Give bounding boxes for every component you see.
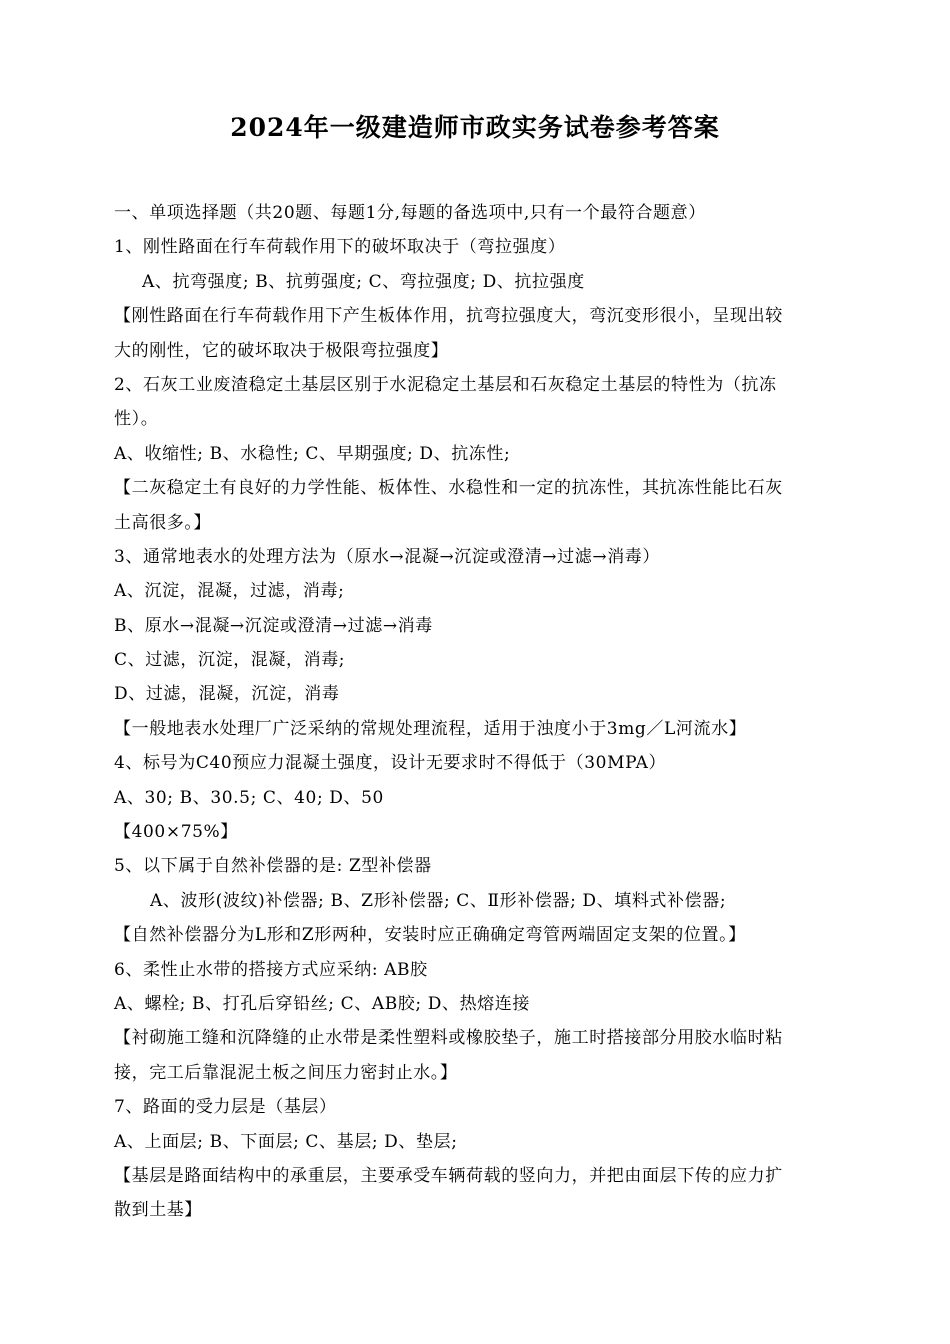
question-6-options: A、螺栓; B、打孔后穿铅丝; C、AB胶; D、热熔连接: [114, 993, 530, 1014]
question-2: 2、石灰工业废渣稳定土基层区别于水泥稳定土基层和石灰稳定土基层的特性为（抗冻: [114, 374, 777, 395]
question-7: 7、路面的受力层是（基层）: [114, 1097, 337, 1118]
question-3-option-a: A、沉淀，混凝，过滤，消毒;: [114, 581, 345, 602]
question-6: 6、柔性止水带的搭接方式应采纳: AB胶: [114, 959, 428, 980]
page-title: 2024年一级建造师市政实务试卷参考答案: [230, 113, 720, 142]
question-7-explanation-line-2: 散到土基】: [114, 1200, 202, 1221]
document-body: [114, 196, 860, 1228]
question-3-option-c: C、过滤，沉淀，混凝，消毒;: [114, 650, 346, 671]
question-3: 3、通常地表水的处理方法为（原水→混凝→沉淀或澄清→过滤→消毒）: [114, 546, 660, 567]
question-6-explanation-line-2: 接，完工后靠混泥土板之间压力密封止水。】: [114, 1062, 458, 1083]
question-5-options: A、波形(波纹)补偿器; B、Z形补偿器; C、Ⅱ形补偿器; D、填料式补偿器;: [150, 890, 727, 911]
question-1-explanation-line-1: 【刚性路面在行车荷载作用下产生板体作用，抗弯拉强度大，弯沉变形很小，呈现出较: [114, 306, 783, 327]
question-5: 5、以下属于自然补偿器的是: Z型补偿器: [114, 856, 432, 877]
question-3-option-b: B、原水→混凝→沉淀或澄清→过滤→消毒: [114, 615, 433, 636]
question-1-explanation-line-2: 大的刚性，它的破坏取决于极限弯拉强度】: [114, 340, 449, 361]
question-4-options: A、30; B、30.5; C、40; D、50: [114, 787, 384, 808]
question-5-explanation: 【自然补偿器分为L形和Z形两种，安装时应正确确定弯管两端固定支架的位置。】: [114, 925, 746, 946]
question-2-explanation-line-2: 土高很多。】: [114, 512, 212, 533]
section-heading: 一、单项选择题（共20题、每题1分,每题的备选项中,只有一个最符合题意）: [114, 203, 706, 223]
question-2-explanation-line-1: 【二灰稳定土有良好的力学性能、板体性、水稳性和一定的抗冻性，其抗冻性能比石灰: [114, 478, 783, 499]
question-3-explanation: 【一般地表水处理厂广泛采纳的常规处理流程，适用于浊度小于3mg／L河流水】: [114, 718, 747, 739]
question-7-explanation-line-1: 【基层是路面结构中的承重层，主要承受车辆荷载的竖向力，并把由面层下传的应力扩: [114, 1165, 783, 1186]
question-1: 1、刚性路面在行车荷载作用下的破坏取决于（弯拉强度）: [114, 237, 566, 258]
question-4-explanation: 【400×75%】: [114, 822, 238, 843]
question-2-continued: 性）。: [114, 409, 159, 430]
question-4: 4、标号为C40预应力混凝土强度，设计无要求时不得低于（30MPA）: [114, 753, 667, 774]
question-3-option-d: D、过滤，混凝，沉淀，消毒: [114, 684, 340, 705]
question-7-options: A、上面层; B、下面层; C、基层; D、垫层;: [114, 1131, 458, 1152]
question-6-explanation-line-1: 【衬砌施工缝和沉降缝的止水带是柔性塑料或橡胶垫子，施工时搭接部分用胶水临时粘: [114, 1028, 783, 1049]
question-1-options: A、抗弯强度; B、抗剪强度; C、弯拉强度; D、抗拉强度: [142, 271, 585, 292]
question-2-options: A、收缩性; B、水稳性; C、早期强度; D、抗冻性;: [114, 443, 511, 464]
